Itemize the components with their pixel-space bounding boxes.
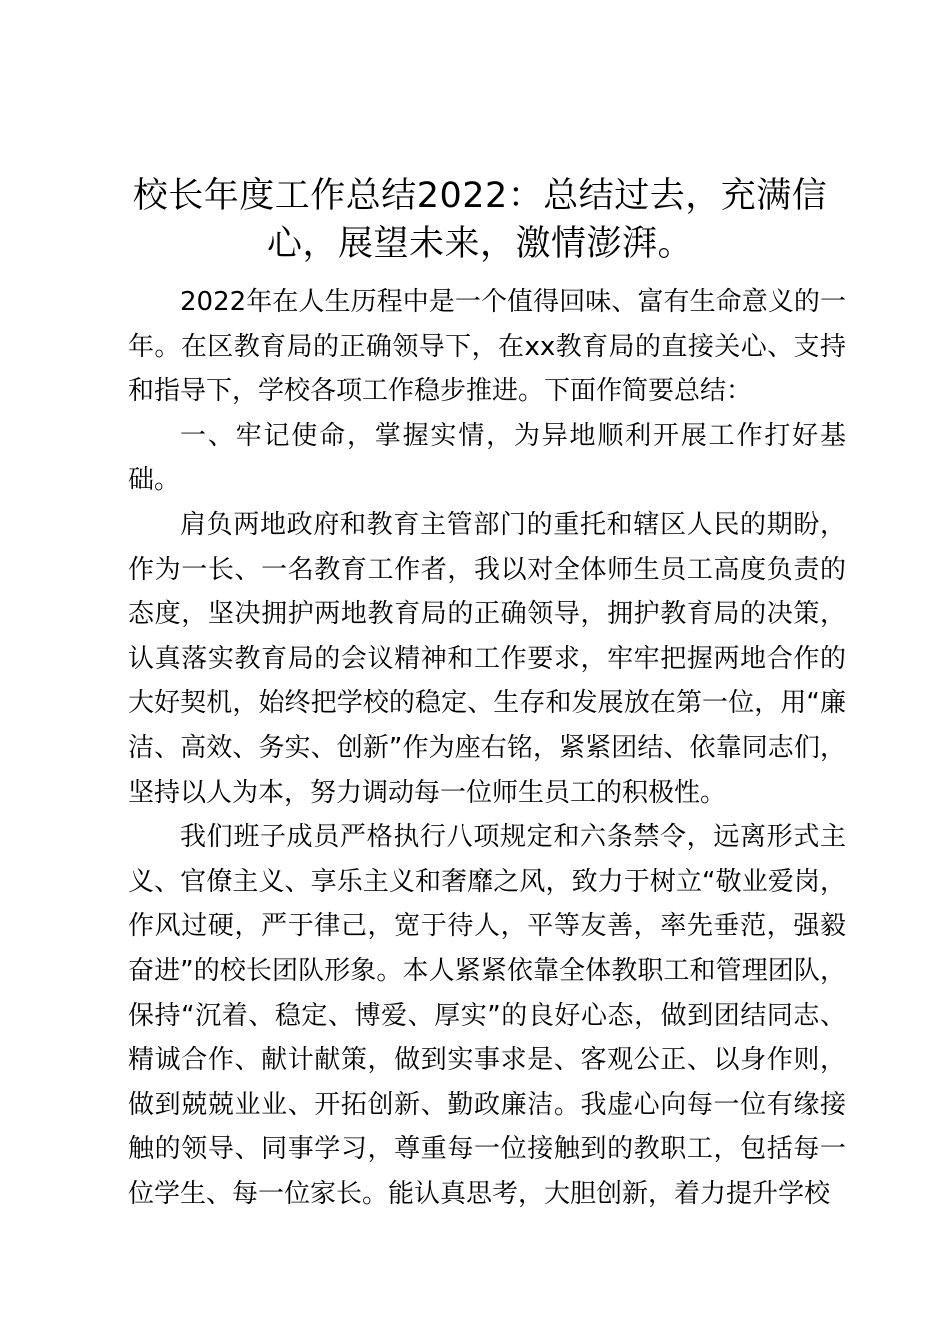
- document-body: [128, 280, 846, 1216]
- paragraph-intro: 2022年在人生历程中是一个值得回味、富有生命意义的一年。在区教育局的正确领导下，在xx教育局的直接关心、支持和指导下，学校各项工作稳步推进。下面作简要总结：: [128, 287, 846, 407]
- section-heading-1: 一、牢记使命，掌握实情，为异地顺利开展工作打好基础。: [128, 420, 846, 496]
- document-title: 校长年度工作总结2022：总结过去，充满信心，展望未来，激情澎湃。: [132, 176, 828, 264]
- paragraph-team: 我们班子成员严格执行八项规定和六条禁令，远离形式主义、官僚主义、享乐主义和奢靡之风，致力于树立“敬业爱岗，作风过硬，严于律己，宽于待人，平等友善，率先垂范，强毅奋进”的校长团队形象。本人紧紧依靠全体教职工和管理团队，保持“沉着、稳定、博爱、厚实”的良好心态，做到团结同志、精诚合作、献计献策，做到实事求是、客观公正、以身作则，做到兢兢业业、开拓创新、勤政廉洁。我虚心向每一位有缘接触的领导、同事学习，尊重每一位接触到的教职工，包括每一位学生、每一位家长。能认真思考，大胆创新，着力提升学校: [128, 822, 846, 1209]
- paragraph-mission: 肩负两地政府和教育主管部门的重托和辖区人民的期盼，作为一长、一名教育工作者，我以对全体师生员工高度负责的态度，坚决拥护两地教育局的正确领导，拥护教育局的决策，认真落实教育局的会议精神和工作要求，牢牢把握两地合作的大好契机，始终把学校的稳定、生存和发展放在第一位，用“廉洁、高效、务实、创新”作为座右铭，紧紧团结、依靠同志们，坚持以人为本，努力调动每一位师生员工的积极性。: [128, 509, 846, 808]
